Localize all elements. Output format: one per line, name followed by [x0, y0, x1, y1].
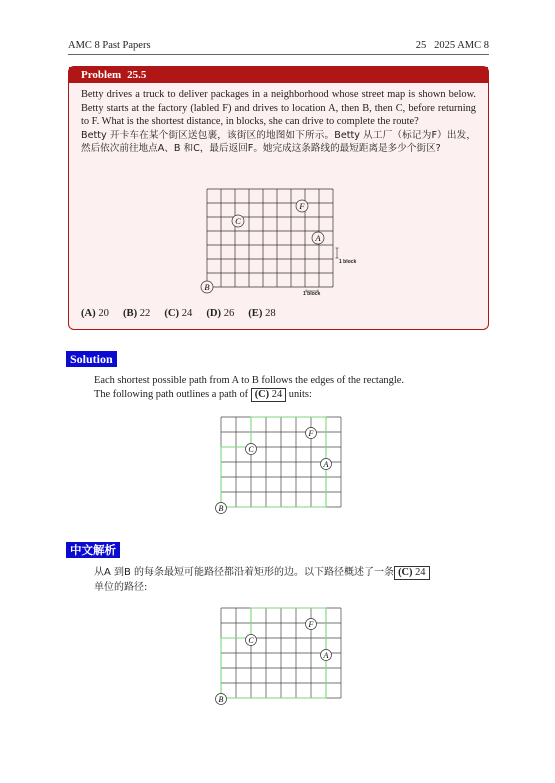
- solution-zh-path-map: [213, 607, 353, 707]
- answer-box: (C) 24: [251, 388, 286, 402]
- problem-title: [69, 67, 488, 83]
- solution-zh-line-2: 单位的路径:: [94, 581, 148, 593]
- answer-choices: [81, 308, 290, 319]
- problem-body: [69, 83, 488, 156]
- point-c-marker: [246, 635, 257, 646]
- solution-path-map: [213, 416, 353, 516]
- choice-a: (A) 20: [81, 308, 109, 319]
- header-title: AMC 8 Past Papers: [68, 40, 151, 51]
- choice-e: (E) 28: [248, 308, 276, 319]
- point-c-marker: [246, 444, 257, 455]
- answer-box-zh: (C) 24: [394, 566, 429, 580]
- point-a-marker: [312, 232, 324, 244]
- point-b-marker: [201, 281, 213, 293]
- solution-zh-line-1: 从A 到B 的每条最短可能路径都沿着矩形的边。以下路径概述了一条 (C) 24: [94, 566, 474, 581]
- point-a-label: A: [315, 233, 321, 243]
- point-b-marker: [216, 694, 227, 705]
- problem-text-en: Betty drives a truck to deliver packages in a neighborhood whose street map is shown below. Betty starts at the factory (labled F) and drives to location A, then B, then C, before returning to F. What is the shortest distance, in blocks, she can drive to complete the route?: [81, 89, 476, 128]
- page-number: 25: [415, 40, 427, 51]
- solution-line-1: Each shortest possible path from A to B follows the edges of the rectangle.: [94, 375, 404, 386]
- point-a-label: A: [323, 460, 329, 469]
- point-c-label: C: [248, 636, 254, 645]
- problem-text-zh: Betty 开卡车在某个街区送包裹，该街区的地图如下所示。Betty 从工厂（标记为F）出发，然后依次前往地点A、B 和C，最后返回F。她完成这条路线的最短距离是多少个街区?: [81, 129, 476, 155]
- point-c-marker: [232, 215, 244, 227]
- point-f-marker: [296, 200, 308, 212]
- block-scale-vertical: [336, 248, 339, 258]
- point-b-label: B: [218, 695, 224, 704]
- point-a-marker: [321, 459, 332, 470]
- point-a-label: A: [323, 651, 329, 660]
- point-f-marker: [306, 619, 317, 630]
- header-contest: 2025 AMC 8: [434, 40, 489, 51]
- point-f-label: F: [299, 201, 305, 211]
- header-rule: [68, 54, 489, 55]
- problem-street-map: [206, 188, 346, 298]
- problem-number: 25.5: [127, 69, 147, 81]
- point-b-label: B: [204, 282, 210, 292]
- point-b-label: B: [218, 504, 224, 513]
- solution-zh-heading: 中文解析: [66, 542, 120, 558]
- point-c-label: C: [235, 216, 241, 226]
- page-header: [68, 40, 489, 54]
- choice-d: (D) 26: [206, 308, 235, 319]
- point-f-label: F: [308, 620, 314, 629]
- problem-label: Problem: [81, 69, 122, 81]
- solution-line-2: The following path outlines a path of (C) 24 units:: [94, 389, 312, 400]
- block-label-horizontal: 1 block: [303, 291, 321, 297]
- point-a-marker: [321, 650, 332, 661]
- problem-box: [68, 66, 489, 330]
- block-label-vertical: 1 block: [339, 259, 357, 265]
- solution-zh-text: [94, 566, 474, 595]
- point-f-label: F: [308, 429, 314, 438]
- point-c-label: C: [248, 445, 254, 454]
- solution-heading: Solution: [66, 351, 117, 367]
- solution-text: [94, 374, 474, 402]
- choice-c: (C) 24: [164, 308, 193, 319]
- choice-b: (B) 22: [122, 308, 151, 319]
- point-f-marker: [306, 428, 317, 439]
- point-b-marker: [216, 503, 227, 514]
- header-right: [416, 40, 489, 51]
